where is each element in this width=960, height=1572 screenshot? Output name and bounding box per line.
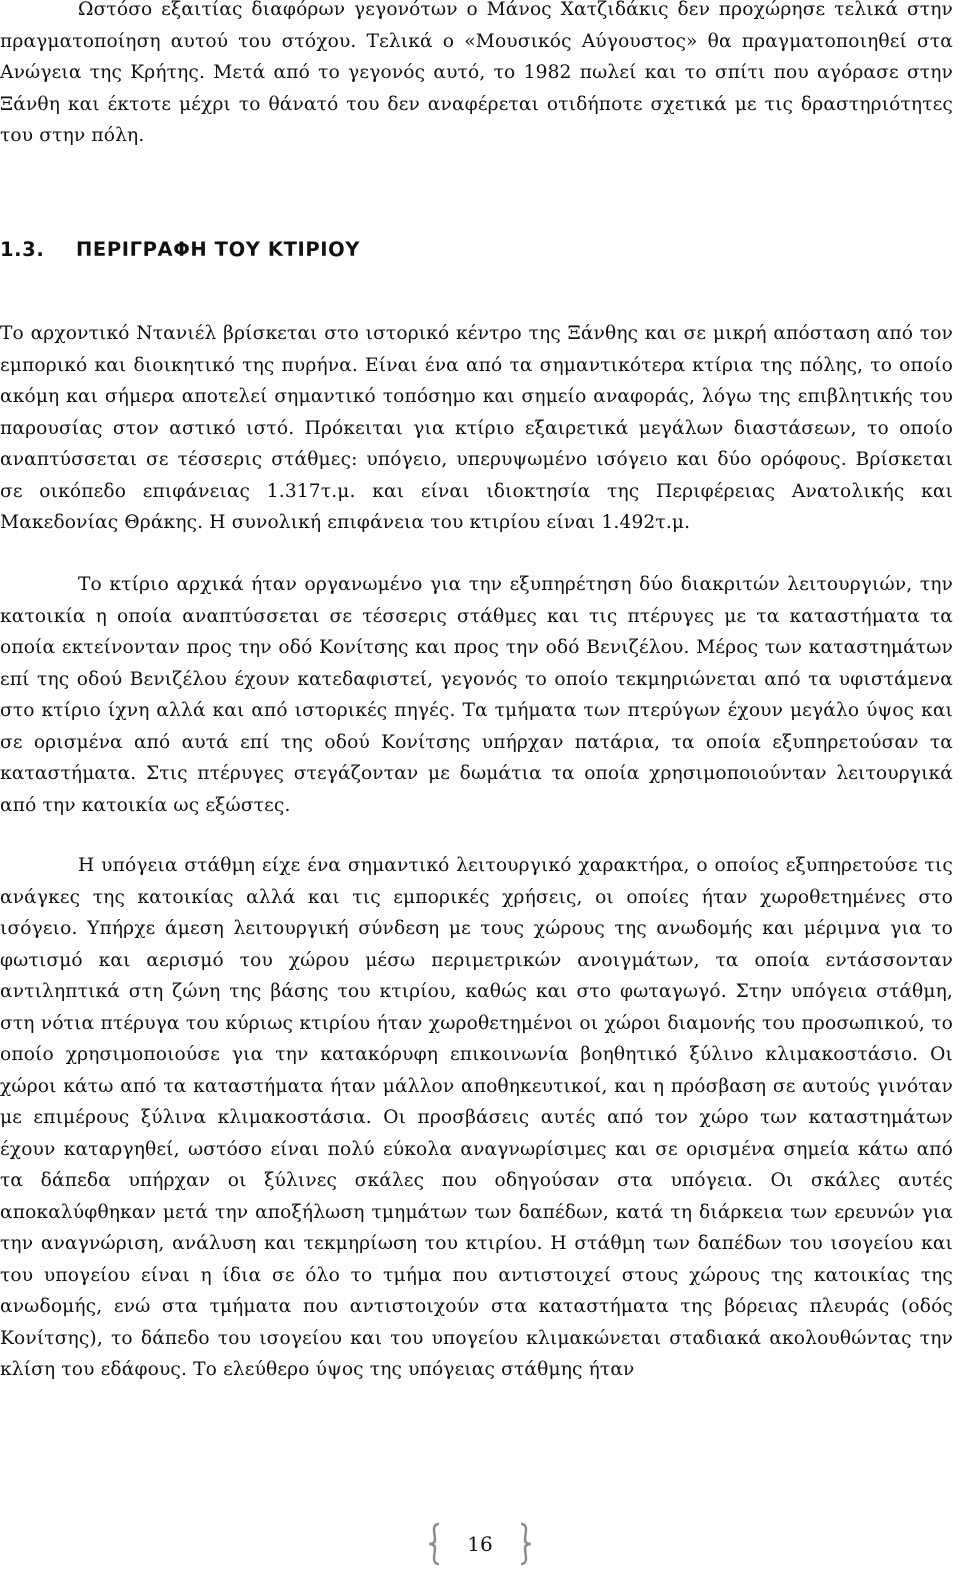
paragraph-location: Το αρχοντικό Ντανιέλ βρίσκεται στο ιστορικό κέντρο της Ξάνθης και σε μικρή απόσταση από τον εμπορικό και διοικητικό της πυρήνα. Είναι ένα από τα σημαντικότερα κτίρια της πόλης, το οποίο ακόμη και σήμερα αποτελεί σημαντικό τοπόσημο και σημείο αναφοράς, λόγω της επιβλητικής του παρουσίας στον αστικό ιστό. Πρόκειται για κτίριο εξαιρετικά μεγάλων διαστάσεων, το οποίο αναπτύσσεται σε τέσσερις στάθμες: υπόγειο, υπερυψωμένο ισόγειο και δύο ορόφους. Βρίσκεται σε οικόπεδο επιφάνειας 1.317τ.μ. και είναι ιδιοκτησία της Περιφέρειας Ανατολικής και Μακεδονίας Θράκης. Η συνολική επιφάνεια του κτιρίου είναι 1.492τ.μ. [0,323,953,533]
paragraph-organization: Το κτίριο αρχικά ήταν οργανωμένο για την εξυπηρέτηση δύο διακριτών λειτουργιών, την κατοικία η οποία αναπτύσσεται σε τέσσερις στάθμες και τις πτέρυγες με τα καταστήματα τα οποία εκτείνονταν προς την οδό Κονίτσης και προς την οδό Βενιζέλου. Μέρος των καταστημάτων επί της οδού Βενιζέλου έχουν κατεδαφιστεί, γεγονός το οποίο τεκμηριώνεται από τα υφιστάμενα στο κτίριο ίχνη αλλά και από ιστορικές πηγές. Τα τμήματα των πτερύγων έχουν μεγάλο ύψος και σε ορισμένα από αυτά επί της οδού Κονίτσης υπήρχαν πατάρια, τα οποία εξυπηρετούσαν τα καταστήματα. Στις πτέρυγες στεγάζονταν με δωμάτια τα οποία χρησιμοποιούνταν λειτουργικά από την κατοικία ως εξώστες. [0,574,953,816]
section-title: ΠΕΡΙΓΡΑΦΗ ΤΟΥ ΚΤΙΡΙΟΥ [76,238,360,261]
section-number: 1.3. [0,238,45,261]
intro-paragraph: Ωστόσο εξαιτίας διαφόρων γεγονότων ο Μάνος Χατζιδάκις δεν προχώρησε τελικά στην πραγματοποίηση αυτού του στόχου. Τελικά ο «Μουσικός Αύγουστος» θα πραγματοποιηθεί στα Ανώγεια της Κρήτης. Μετά από το γεγονός αυτό, το 1982 πωλεί και το σπίτι που αγόρασε στην Ξάνθη και έκτοτε μέχρι το θάνατό του δεν αναφέρεται οτιδήποτε σχετικά με τις δραστηριότητες του στην πόλη. [0,0,953,146]
page-footer [425,1522,535,1566]
section-heading [0,236,360,264]
paragraph-basement: Η υπόγεια στάθμη είχε ένα σημαντικό λειτουργικό χαρακτήρα, ο οποίος εξυπηρετούσε τις ανάγκες της κατοικίας αλλά και τις εμπορικές χρήσεις, οι οποίες ήταν χωροθετημένες στο ισόγειο. Υπήρχε άμεση λειτουργική σύνδεση με τους χώρους της ανωδομής και μέριμνα για το φωτισμό και αερισμό του χώρου μέσω περιμετρικών ανοιγμάτων, τα οποία εντάσσονταν αντιληπτικά στη ζώνη της βάσης του κτιρίου, καθώς και στο φωταγωγό. Στην υπόγεια στάθμη, στη νότια πτέρυγα του κύριως κτιρίου ήταν χωροθετημένοι οι χώροι διαμονής του προσωπικού, το οποίο χρησιμοποιούσε για την κατακόρυφη επικοινωνία βοηθητικό ξύλινο κλιμακοστάσιο. Οι χώροι κάτω από τα καταστήματα ήταν μάλλον αποθηκευτικοί, και η πρόσβαση σε αυτούς γινόταν με επιμέρους ξύλινα κλιμακοστάσια. Οι προσβάσεις αυτές από τον χώρο των καταστημάτων έχουν καταργηθεί, ωστόσο είναι πολύ εύκολα αναγνωρίσιμες και σε ορισμένα σημεία κάτω από τα δάπεδα υπήρχαν οι ξύλινες σκάλες που οδηγούσαν στα υπόγεια. Οι σκάλες αυτές αποκαλύφθηκαν μετά την αποξήλωση τμημάτων των δαπέδων, κατά τη διάρκεια των ερευνών για την αναγνώριση, ανάλυση και τεκμηρίωση του κτιρίου. Η στάθμη των δαπέδων του ισογείου και του υπογείου είναι η ίδια σε όλο το τμήμα που αντιστοιχεί στους χώρους της κατοικίας της ανωδομής, ενώ στα τμήματα που αντιστοιχούν στα καταστήματα της βόρειας πλευράς (οδός Κονίτσης), το δάπεδο του ισογείου και του υπογείου κλιμακώνεται σταδιακά ακολουθώντας την κλίση του εδάφους. Το ελεύθερο ύψος της υπόγειας στάθμης ήταν [0,855,953,1380]
page-number: 16 [467,1532,493,1556]
